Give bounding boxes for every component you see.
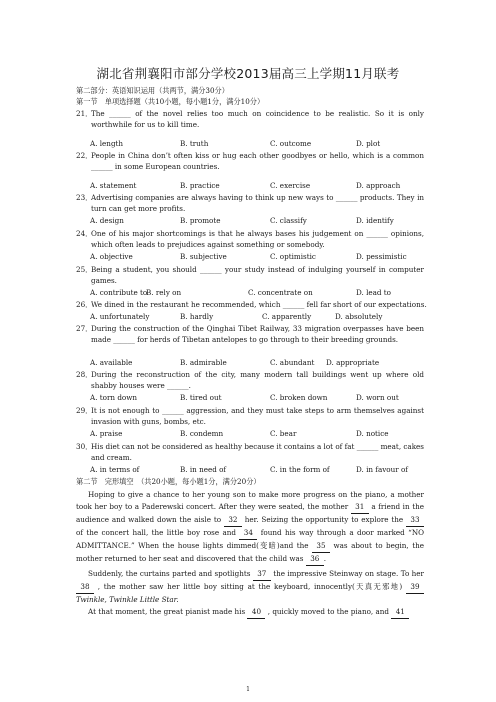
question-stem: During the construction of the Qinghai Tibet Railway, 33 migration overpasses have been made ______ for herds of Tibetan antelopes to go through to their breeding grounds. <box>91 324 424 344</box>
option-d: D. worn out <box>356 393 399 402</box>
question-stem: His diet can not be considered as healthy because it contains a lot of fat ______ meat, cakes and cream. <box>91 442 424 462</box>
section-heading-cloze: 第二节 完形填空 （共20小题，每小题1分，满分20分） <box>76 477 261 486</box>
passage-text: At that moment, the great pianist made his <box>88 607 246 616</box>
option-a: A. contribute to <box>90 288 148 297</box>
question-number: 28． <box>76 370 93 379</box>
option-b: B. promote <box>180 216 221 225</box>
option-b: B. hardly <box>180 312 214 321</box>
question-stem: During the reconstruction of the city, many modern tall buildings went up where old shabby houses were ______. <box>91 370 424 390</box>
question-number: 21． <box>76 109 93 118</box>
passage-text: Hoping to give a chance to her young son to make more progress on the piano, a mother took her boy to a Paderewski concert. After they were seated, the mother <box>76 490 424 511</box>
options-24 <box>90 251 430 261</box>
question-number: 25． <box>76 265 93 274</box>
page-number: 1 <box>246 686 250 693</box>
option-a: A. unfortunately <box>90 312 150 321</box>
passage-text: . <box>323 554 327 563</box>
passage-text: Suddenly, the curtains parted and spotlights <box>88 569 251 578</box>
options-22 <box>90 180 430 190</box>
options-28 <box>90 392 430 402</box>
blank-32: 32 <box>224 514 242 527</box>
option-b: B. truth <box>180 139 209 148</box>
option-b: B. in need of <box>180 465 227 474</box>
question-stem: Advertising companies are always having to think up new ways to ______ products. They in turn can get more profits. <box>91 193 424 213</box>
option-b: B. tired out <box>180 393 222 402</box>
page-title: 湖北省荆襄阳市部分学校2013届高三上学期11月联考 <box>96 66 400 81</box>
passage-text: found his way through a door marked “NO ADMITTANCE.” When the house lights dimmed(变暗)and the <box>76 528 425 550</box>
blank-41: 41 <box>391 606 409 619</box>
cloze-paragraph-2 <box>76 568 424 606</box>
option-b: B. condemn <box>180 429 224 438</box>
question-stem: We dined in the restaurant he recommended, which ______ fell far short of our expectations. <box>91 300 427 309</box>
question-number: 22． <box>76 151 93 160</box>
passage-text: Twinkle, Twinkle Little Star. <box>76 595 179 604</box>
option-a: A. torn down <box>90 393 138 402</box>
option-d: D. appropriate <box>326 358 380 367</box>
blank-39: 39 <box>406 581 424 594</box>
option-c: C. exercise <box>270 181 311 190</box>
option-a: A. in terms of <box>90 465 140 474</box>
blank-40: 40 <box>247 606 265 619</box>
options-30 <box>90 464 430 474</box>
question-stem: The ______ of the novel relies too much on coincidence to be realistic. So it is only worthwhile for us to kill time. <box>91 109 424 129</box>
option-c: C. bear <box>270 429 297 438</box>
blank-35: 35 <box>312 540 330 553</box>
passage-text: was about to begin, the mother returned to her seat and discovered that the child was <box>76 541 424 563</box>
question-stem: Being a student, you should ______ your study instead of indulging yourself in computer games. <box>91 265 424 285</box>
passage-text: of the concert hall, the little boy rose and <box>76 528 236 537</box>
option-c: C. optimistic <box>270 252 316 261</box>
option-a: A. design <box>90 216 124 225</box>
blank-31: 31 <box>351 501 369 514</box>
question-number: 30． <box>76 442 93 451</box>
options-26 <box>90 311 430 321</box>
question-number: 27． <box>76 324 93 333</box>
passage-text: her. Seizing the opportunity to explore the <box>244 515 404 524</box>
options-27 <box>90 357 430 367</box>
section-heading-single-choice: 第一节 单项选择题（共10小题，每小题1分，满分10分） <box>76 97 265 106</box>
option-a: A. objective <box>90 252 133 261</box>
question-number: 23． <box>76 193 93 202</box>
cloze-paragraph-3 <box>76 606 424 619</box>
option-a: A. praise <box>90 429 123 438</box>
blank-38: 38 <box>76 581 94 594</box>
cloze-paragraph-1 <box>76 489 424 566</box>
option-c: C. outcome <box>270 139 312 148</box>
option-d: D. in favour of <box>356 465 408 474</box>
option-a: A. available <box>90 358 133 367</box>
option-c: C. in the form of <box>270 465 330 474</box>
passage-text: a friend in the audience and walked down the aisle to <box>76 502 424 524</box>
question-stem: People in China don’t often kiss or hug each other goodbyes or hello, which is a common ______ in some European countries. <box>91 151 424 171</box>
question-number: 29． <box>76 406 93 415</box>
options-29 <box>90 428 430 438</box>
option-d: D. approach <box>356 181 401 190</box>
option-b: B. subjective <box>180 252 227 261</box>
option-a: A. statement <box>90 181 137 190</box>
option-d: D. plot <box>356 139 381 148</box>
option-b: B. rely on <box>146 288 182 297</box>
option-c: C. broken down <box>270 393 328 402</box>
question-stem: It is not enough to ______ aggression, and they must take steps to arm themselves against invasion with guns, bombs, etc. <box>91 406 424 426</box>
option-d: D. identify <box>356 216 394 225</box>
option-c: C. concentrate on <box>248 288 313 297</box>
option-a: A. length <box>90 139 124 148</box>
question-number: 26． <box>76 300 93 309</box>
blank-33: 33 <box>406 514 424 527</box>
option-b: B. practice <box>180 181 220 190</box>
options-23 <box>90 215 430 225</box>
option-d: D. absolutely <box>335 312 383 321</box>
blank-36: 36 <box>306 553 324 566</box>
blank-37: 37 <box>253 568 271 581</box>
option-c: C. classify <box>270 216 307 225</box>
option-d: D. lead to <box>356 288 392 297</box>
question-number: 24． <box>76 229 93 238</box>
options-21 <box>90 138 430 148</box>
options-25 <box>90 287 430 297</box>
passage-text: , quickly moved to the piano, and <box>267 607 389 616</box>
passage-text: the impressive Steinway on stage. To her <box>273 569 424 578</box>
option-b: B. admirable <box>180 358 227 367</box>
option-d: D. pessimistic <box>356 252 407 261</box>
option-d: D. notice <box>356 429 389 438</box>
part-heading: 第二部分：英语知识运用（共两节，满分30分） <box>76 86 229 95</box>
blank-34: 34 <box>239 527 257 540</box>
option-c: C. apparently <box>262 312 312 321</box>
option-c: C. abundant <box>270 358 315 367</box>
question-stem: One of his major shortcomings is that he always bases his judgement on ______ opinions, which often leads to prejudices against something or somebody. <box>91 229 424 249</box>
passage-text: , the mother saw her little boy sitting at the keyboard, innocently(天真无邪地) <box>97 582 403 591</box>
